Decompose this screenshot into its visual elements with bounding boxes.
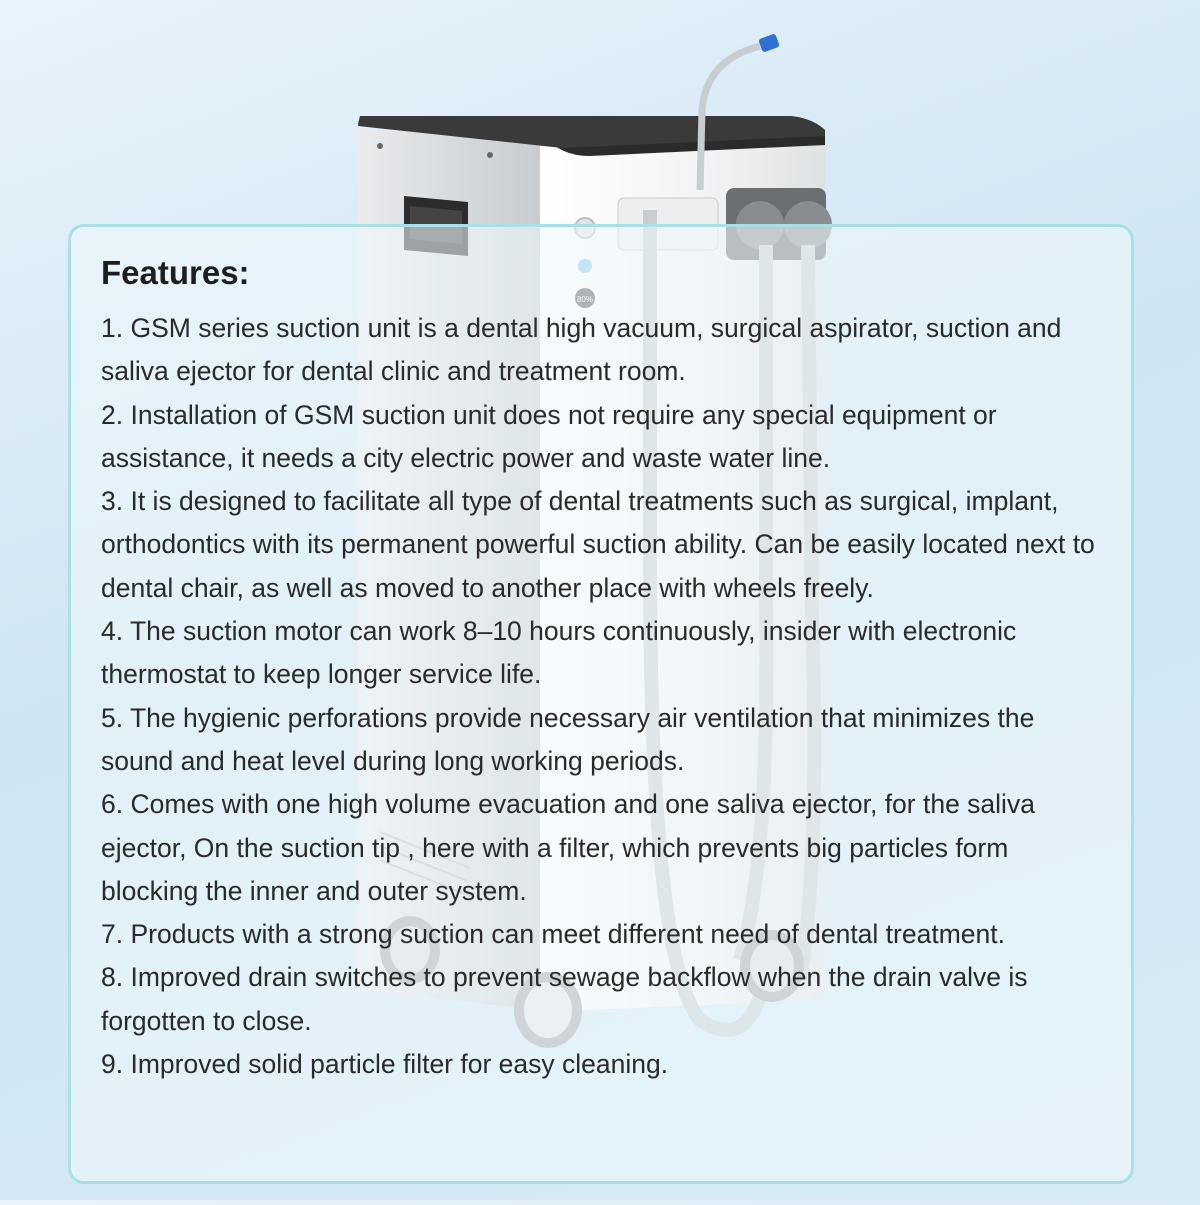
tip-cap [758, 33, 780, 52]
feature-item: 2. Installation of GSM suction unit does not require any special equipment or assistance, it needs a city electric power and waste water line. [101, 399, 997, 473]
feature-item: 5. The hygienic perforations provide necessary air ventilation that minimizes the sound and heat level during long working periods. [101, 702, 1035, 776]
feature-item: 3. It is designed to facilitate all type of dental treatments such as surgical, implant, orthodontics with its permanent powerful suction ability. Can be easily located next to dental chair, as well as moved to another place with wheels freely. [101, 486, 1095, 603]
features-list [101, 307, 1101, 1086]
features-panel [68, 224, 1134, 1184]
feature-item: 8. Improved drain switches to prevent sewage backflow when the drain valve is forgotten to close. [101, 962, 1028, 1036]
feature-item: 9. Improved solid particle filter for easy cleaning. [101, 1049, 669, 1080]
feature-item: 7. Products with a strong suction can meet different need of dental treatment. [101, 919, 1005, 950]
feature-item: 6. Comes with one high volume evacuation and one saliva ejector, for the saliva ejector, On the suction tip , here with a filter, which prevents big particles form blocking the inner and outer system. [101, 789, 1035, 906]
feature-item: 1. GSM series suction unit is a dental high vacuum, surgical aspirator, suction and saliva ejector for dental clinic and treatment room. [101, 313, 1062, 387]
features-heading: Features: [101, 254, 250, 291]
feature-item: 4. The suction motor can work 8–10 hours continuously, insider with electronic thermostat to keep longer service life. [101, 616, 1017, 690]
